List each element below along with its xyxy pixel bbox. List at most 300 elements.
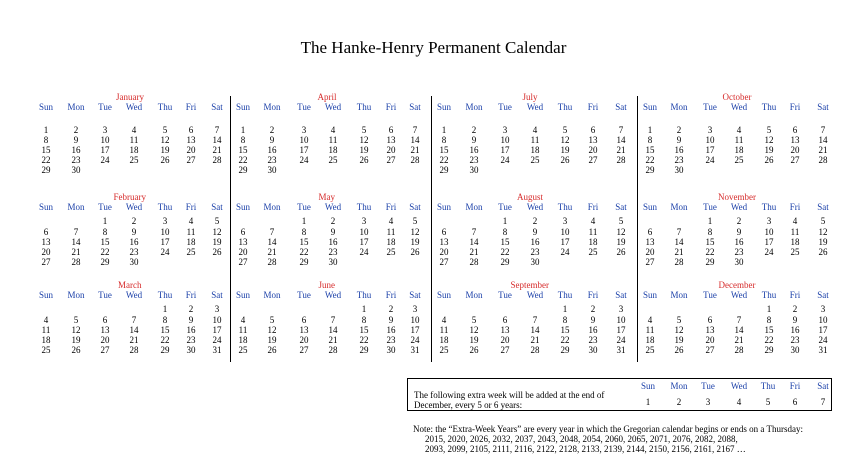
day-cell: 19 <box>674 335 684 345</box>
weekday-header-mon: Mon <box>670 102 688 112</box>
day-cell: 28 <box>469 257 479 267</box>
weekday-header-sat: Sat <box>409 290 421 300</box>
day-cell: 17 <box>705 145 715 155</box>
day-cell: 12 <box>674 325 684 335</box>
day-cell: 22 <box>41 155 51 165</box>
day-cell: 5 <box>162 125 168 135</box>
day-cell: 12 <box>560 135 570 145</box>
day-cell: 3 <box>562 216 568 226</box>
day-cell: 17 <box>410 325 420 335</box>
day-cell: 23 <box>328 247 338 257</box>
day-cell: 11 <box>645 325 655 335</box>
day-cell: 13 <box>790 135 800 145</box>
day-cell: 7 <box>820 125 826 135</box>
day-cell: 24 <box>500 155 510 165</box>
extra-week-header-wed: Wed <box>730 381 748 391</box>
weekday-header-tue: Tue <box>297 102 311 112</box>
day-cell: 6 <box>792 125 798 135</box>
day-cell: 4 <box>441 315 447 325</box>
day-cell: 19 <box>410 237 420 247</box>
weekday-header-mon: Mon <box>67 290 85 300</box>
weekday-header-wed: Wed <box>324 102 342 112</box>
month-title-october: October <box>722 92 752 102</box>
weekday-header-fri: Fri <box>587 202 599 212</box>
day-cell: 11 <box>238 325 248 335</box>
day-cell: 2 <box>330 216 336 226</box>
day-cell: 30 <box>129 257 139 267</box>
day-cell: 16 <box>588 325 598 335</box>
day-cell: 28 <box>616 155 626 165</box>
day-cell: 23 <box>186 335 196 345</box>
day-cell: 15 <box>500 237 510 247</box>
day-cell: 18 <box>645 335 655 345</box>
day-cell: 23 <box>71 155 81 165</box>
day-cell: 20 <box>238 247 248 257</box>
weekday-header-wed: Wed <box>526 102 544 112</box>
day-cell: 2 <box>269 125 275 135</box>
day-cell: 7 <box>736 315 742 325</box>
day-cell: 29 <box>439 165 449 175</box>
day-cell: 26 <box>71 345 81 355</box>
day-cell: 12 <box>616 227 626 237</box>
day-cell: 29 <box>500 257 510 267</box>
weekday-header-fri: Fri <box>385 202 397 212</box>
day-cell: 13 <box>186 135 196 145</box>
day-cell: 13 <box>705 325 715 335</box>
day-cell: 3 <box>412 304 418 314</box>
day-cell: 12 <box>267 325 277 335</box>
day-cell: 15 <box>100 237 110 247</box>
day-cell: 18 <box>238 335 248 345</box>
weekday-header-fri: Fri <box>789 102 801 112</box>
day-cell: 23 <box>386 335 396 345</box>
day-cell: 6 <box>647 227 653 237</box>
day-cell: 4 <box>330 125 336 135</box>
weekday-header-wed: Wed <box>730 202 748 212</box>
day-cell: 9 <box>471 135 477 145</box>
day-cell: 25 <box>439 345 449 355</box>
day-cell: 10 <box>299 135 309 145</box>
weekday-header-thu: Thu <box>761 102 777 112</box>
day-cell: 2 <box>388 304 394 314</box>
day-cell: 14 <box>129 325 139 335</box>
weekday-header-tue: Tue <box>297 202 311 212</box>
day-cell: 14 <box>530 325 540 335</box>
day-cell: 20 <box>41 247 51 257</box>
day-cell: 9 <box>73 135 79 145</box>
weekday-header-thu: Thu <box>157 290 173 300</box>
day-cell: 6 <box>441 227 447 237</box>
day-cell: 1 <box>102 216 108 226</box>
weekday-header-sun: Sun <box>38 290 53 300</box>
day-cell: 22 <box>500 247 510 257</box>
day-cell: 21 <box>616 145 626 155</box>
day-cell: 11 <box>129 135 139 145</box>
column-divider <box>637 96 638 362</box>
day-cell: 2 <box>676 125 682 135</box>
day-cell: 2 <box>188 304 194 314</box>
day-cell: 10 <box>359 227 369 237</box>
day-cell: 15 <box>560 325 570 335</box>
day-cell: 29 <box>160 345 170 355</box>
day-cell: 6 <box>502 315 508 325</box>
day-cell: 18 <box>439 335 449 345</box>
weekday-header-tue: Tue <box>703 290 717 300</box>
day-cell: 25 <box>186 247 196 257</box>
day-cell: 11 <box>530 135 540 145</box>
day-cell: 23 <box>267 155 277 165</box>
weekday-header-tue: Tue <box>498 102 512 112</box>
day-cell: 27 <box>41 257 51 267</box>
day-cell: 7 <box>131 315 137 325</box>
day-cell: 27 <box>439 257 449 267</box>
day-cell: 21 <box>674 247 684 257</box>
day-cell: 29 <box>359 345 369 355</box>
day-cell: 23 <box>734 247 744 257</box>
weekday-header-sun: Sun <box>642 290 657 300</box>
weekday-header-fri: Fri <box>789 290 801 300</box>
day-cell: 27 <box>790 155 800 165</box>
day-cell: 8 <box>102 227 108 237</box>
month-title-february: February <box>113 192 146 202</box>
day-cell: 1 <box>562 304 568 314</box>
extra-week-day: 5 <box>765 397 771 407</box>
day-cell: 18 <box>41 335 51 345</box>
day-cell: 11 <box>41 325 51 335</box>
weekday-header-sat: Sat <box>211 102 223 112</box>
day-cell: 25 <box>530 155 540 165</box>
day-cell: 20 <box>439 247 449 257</box>
day-cell: 13 <box>299 325 309 335</box>
day-cell: 7 <box>73 227 79 237</box>
month-title-april: April <box>317 92 337 102</box>
day-cell: 1 <box>766 304 772 314</box>
day-cell: 22 <box>160 335 170 345</box>
day-cell: 20 <box>645 247 655 257</box>
day-cell: 15 <box>705 237 715 247</box>
day-cell: 26 <box>267 345 277 355</box>
day-cell: 12 <box>764 135 774 145</box>
weekday-header-mon: Mon <box>263 202 281 212</box>
day-cell: 27 <box>238 257 248 267</box>
day-cell: 30 <box>186 345 196 355</box>
day-cell: 27 <box>645 257 655 267</box>
day-cell: 7 <box>471 227 477 237</box>
day-cell: 9 <box>269 135 275 145</box>
day-cell: 29 <box>560 345 570 355</box>
day-cell: 22 <box>100 247 110 257</box>
weekday-header-sat: Sat <box>817 102 829 112</box>
day-cell: 3 <box>162 216 168 226</box>
day-cell: 20 <box>588 145 598 155</box>
note-line-2: 2015, 2020, 2026, 2032, 2037, 2043, 2048, 2054, 2060, 2065, 2071, 2076, 2082, 2088, <box>425 434 738 444</box>
day-cell: 7 <box>412 125 418 135</box>
day-cell: 21 <box>734 335 744 345</box>
day-cell: 17 <box>764 237 774 247</box>
weekday-header-tue: Tue <box>498 202 512 212</box>
day-cell: 19 <box>71 335 81 345</box>
day-cell: 21 <box>328 335 338 345</box>
day-cell: 1 <box>301 216 307 226</box>
day-cell: 22 <box>299 247 309 257</box>
day-cell: 29 <box>238 165 248 175</box>
day-cell: 28 <box>674 257 684 267</box>
day-cell: 24 <box>705 155 715 165</box>
day-cell: 7 <box>676 227 682 237</box>
day-cell: 29 <box>41 165 51 175</box>
day-cell: 15 <box>160 325 170 335</box>
month-title-august: August <box>517 192 544 202</box>
day-cell: 30 <box>71 165 81 175</box>
day-cell: 30 <box>734 257 744 267</box>
weekday-header-wed: Wed <box>125 290 143 300</box>
month-title-november: November <box>718 192 756 202</box>
day-cell: 5 <box>73 315 79 325</box>
day-cell: 6 <box>301 315 307 325</box>
weekday-header-sat: Sat <box>211 202 223 212</box>
weekday-header-thu: Thu <box>356 102 372 112</box>
day-cell: 9 <box>792 315 798 325</box>
day-cell: 23 <box>588 335 598 345</box>
weekday-header-sun: Sun <box>436 290 451 300</box>
day-cell: 28 <box>410 155 420 165</box>
extra-week-header-fri: Fri <box>789 381 801 391</box>
day-cell: 13 <box>386 135 396 145</box>
day-cell: 10 <box>705 135 715 145</box>
day-cell: 16 <box>790 325 800 335</box>
weekday-header-mon: Mon <box>67 102 85 112</box>
day-cell: 16 <box>267 145 277 155</box>
day-cell: 14 <box>818 135 828 145</box>
day-cell: 8 <box>502 227 508 237</box>
day-cell: 31 <box>212 345 222 355</box>
day-cell: 19 <box>212 237 222 247</box>
day-cell: 1 <box>707 216 713 226</box>
day-cell: 8 <box>301 227 307 237</box>
extra-week-header-mon: Mon <box>670 381 688 391</box>
day-cell: 15 <box>439 145 449 155</box>
day-cell: 3 <box>301 125 307 135</box>
day-cell: 4 <box>131 125 137 135</box>
day-cell: 27 <box>500 345 510 355</box>
day-cell: 30 <box>267 165 277 175</box>
day-cell: 25 <box>645 345 655 355</box>
day-cell: 19 <box>818 237 828 247</box>
day-cell: 6 <box>43 227 49 237</box>
extra-week-day: 2 <box>676 397 682 407</box>
day-cell: 2 <box>736 216 742 226</box>
weekday-header-sat: Sat <box>615 102 627 112</box>
day-cell: 14 <box>267 237 277 247</box>
weekday-header-sun: Sun <box>235 202 250 212</box>
day-cell: 17 <box>160 237 170 247</box>
day-cell: 25 <box>129 155 139 165</box>
weekday-header-tue: Tue <box>98 102 112 112</box>
day-cell: 3 <box>361 216 367 226</box>
day-cell: 30 <box>588 345 598 355</box>
day-cell: 6 <box>102 315 108 325</box>
day-cell: 5 <box>471 315 477 325</box>
day-cell: 24 <box>160 247 170 257</box>
day-cell: 20 <box>705 335 715 345</box>
day-cell: 11 <box>386 227 396 237</box>
weekday-header-sat: Sat <box>615 290 627 300</box>
day-cell: 18 <box>186 237 196 247</box>
day-cell: 10 <box>500 135 510 145</box>
weekday-header-tue: Tue <box>498 290 512 300</box>
day-cell: 13 <box>500 325 510 335</box>
day-cell: 24 <box>764 247 774 257</box>
weekday-header-thu: Thu <box>157 202 173 212</box>
weekday-header-mon: Mon <box>465 102 483 112</box>
day-cell: 4 <box>388 216 394 226</box>
weekday-header-tue: Tue <box>297 290 311 300</box>
month-title-may: May <box>318 192 335 202</box>
day-cell: 8 <box>562 315 568 325</box>
day-cell: 7 <box>618 125 624 135</box>
day-cell: 24 <box>818 335 828 345</box>
day-cell: 8 <box>43 135 49 145</box>
day-cell: 4 <box>736 125 742 135</box>
day-cell: 25 <box>588 247 598 257</box>
weekday-header-fri: Fri <box>587 102 599 112</box>
day-cell: 15 <box>41 145 51 155</box>
day-cell: 3 <box>766 216 772 226</box>
weekday-header-wed: Wed <box>324 290 342 300</box>
day-cell: 7 <box>269 227 275 237</box>
day-cell: 5 <box>361 125 367 135</box>
day-cell: 26 <box>469 345 479 355</box>
day-cell: 10 <box>410 315 420 325</box>
extra-week-day: 7 <box>820 397 826 407</box>
day-cell: 5 <box>214 216 220 226</box>
day-cell: 12 <box>818 227 828 237</box>
day-cell: 1 <box>43 125 49 135</box>
weekday-header-thu: Thu <box>557 102 573 112</box>
page-title: The Hanke-Henry Permanent Calendar <box>300 38 567 57</box>
day-cell: 21 <box>469 247 479 257</box>
day-cell: 2 <box>532 216 538 226</box>
day-cell: 28 <box>129 345 139 355</box>
day-cell: 22 <box>359 335 369 345</box>
day-cell: 9 <box>532 227 538 237</box>
note-line-1: Note: the “Extra-Week Years” are every year in which the Gregorian calendar begins or ends on a Thursday: <box>413 424 803 434</box>
day-cell: 16 <box>734 237 744 247</box>
day-cell: 5 <box>676 315 682 325</box>
day-cell: 20 <box>500 335 510 345</box>
day-cell: 13 <box>41 237 51 247</box>
weekday-header-mon: Mon <box>263 290 281 300</box>
day-cell: 10 <box>100 135 110 145</box>
day-cell: 16 <box>674 145 684 155</box>
day-cell: 9 <box>736 227 742 237</box>
day-cell: 14 <box>734 325 744 335</box>
weekday-header-fri: Fri <box>185 202 197 212</box>
day-cell: 28 <box>71 257 81 267</box>
extra-week-years-note <box>413 424 863 454</box>
day-cell: 4 <box>43 315 49 325</box>
day-cell: 9 <box>388 315 394 325</box>
day-cell: 4 <box>590 216 596 226</box>
weekday-header-sat: Sat <box>409 102 421 112</box>
day-cell: 8 <box>162 315 168 325</box>
day-cell: 4 <box>188 216 194 226</box>
day-cell: 18 <box>530 145 540 155</box>
weekday-header-wed: Wed <box>125 102 143 112</box>
day-cell: 25 <box>328 155 338 165</box>
day-cell: 17 <box>299 145 309 155</box>
weekday-header-wed: Wed <box>125 202 143 212</box>
weekday-header-mon: Mon <box>670 202 688 212</box>
day-cell: 21 <box>818 145 828 155</box>
day-cell: 17 <box>818 325 828 335</box>
day-cell: 26 <box>410 247 420 257</box>
day-cell: 26 <box>674 345 684 355</box>
day-cell: 28 <box>212 155 222 165</box>
day-cell: 8 <box>361 315 367 325</box>
day-cell: 5 <box>412 216 418 226</box>
day-cell: 7 <box>214 125 220 135</box>
day-cell: 6 <box>240 227 246 237</box>
day-cell: 14 <box>674 237 684 247</box>
day-cell: 2 <box>471 125 477 135</box>
day-cell: 28 <box>328 345 338 355</box>
weekday-header-thu: Thu <box>557 290 573 300</box>
day-cell: 17 <box>616 325 626 335</box>
day-cell: 23 <box>129 247 139 257</box>
day-cell: 1 <box>162 304 168 314</box>
day-cell: 11 <box>328 135 338 145</box>
day-cell: 29 <box>100 257 110 267</box>
day-cell: 11 <box>588 227 598 237</box>
day-cell: 27 <box>100 345 110 355</box>
day-cell: 5 <box>820 216 826 226</box>
month-title-december: December <box>718 280 756 290</box>
day-cell: 26 <box>359 155 369 165</box>
month-title-july: July <box>522 92 538 102</box>
note-line-3: 2093, 2099, 2105, 2111, 2116, 2122, 2128, 2133, 2139, 2144, 2150, 2156, 2161, 2167 … <box>425 444 746 454</box>
day-cell: 15 <box>359 325 369 335</box>
day-cell: 1 <box>441 125 447 135</box>
weekday-header-tue: Tue <box>703 102 717 112</box>
day-cell: 21 <box>410 145 420 155</box>
day-cell: 1 <box>361 304 367 314</box>
day-cell: 23 <box>530 247 540 257</box>
day-cell: 26 <box>560 155 570 165</box>
day-cell: 3 <box>707 125 713 135</box>
weekday-header-fri: Fri <box>385 290 397 300</box>
day-cell: 5 <box>269 315 275 325</box>
day-cell: 3 <box>820 304 826 314</box>
day-cell: 6 <box>590 125 596 135</box>
day-cell: 22 <box>238 155 248 165</box>
weekday-header-sat: Sat <box>409 202 421 212</box>
month-title-march: March <box>118 280 142 290</box>
day-cell: 16 <box>469 145 479 155</box>
day-cell: 22 <box>560 335 570 345</box>
day-cell: 6 <box>707 315 713 325</box>
weekday-header-fri: Fri <box>185 102 197 112</box>
day-cell: 22 <box>764 335 774 345</box>
day-cell: 17 <box>560 237 570 247</box>
day-cell: 30 <box>469 165 479 175</box>
day-cell: 11 <box>790 227 800 237</box>
day-cell: 10 <box>818 315 828 325</box>
day-cell: 27 <box>705 345 715 355</box>
column-divider <box>230 96 231 362</box>
extra-week-day: 1 <box>645 397 651 407</box>
month-title-june: June <box>318 280 335 290</box>
